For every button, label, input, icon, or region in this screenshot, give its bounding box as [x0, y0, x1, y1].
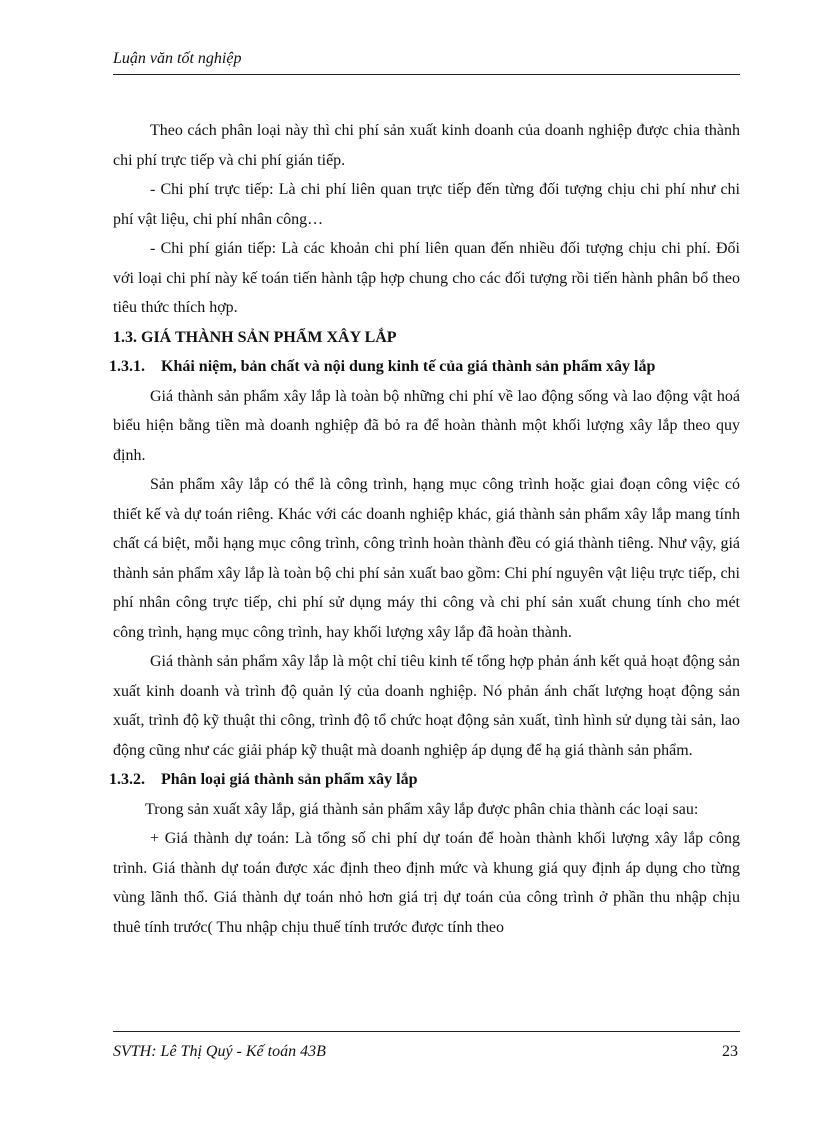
paragraph-direct-cost: - Chi phí trực tiếp: Là chi phí liên quan trực tiếp đến từng đối tượng chịu chi phí như chi phí vật liệu, chi phí nhân công… [113, 181, 740, 228]
footer-author: SVTH: Lê Thị Quý - Kế toán 43B [113, 1043, 326, 1060]
paragraph-estimated-cost: + Giá thành dự toán: Là tổng số chi phí dự toán để hoàn thành khối lượng xây lắp công trình. Giá thành dự toán được xác định theo định mức và khung giá quy định áp dụng cho từng vùng lãnh thổ. Giá thành dự toán nhỏ hơn giá trị dự toán của công trình ở phần thu nhập chịu thuê tính trước( Thu nhập chịu thuế tính trước được tính theo [113, 830, 740, 936]
paragraph-classification: Trong sản xuất xây lắp, giá thành sản phẩm xây lắp được phân chia thành các loại sau: [145, 800, 699, 818]
subsection-number: 1.3.2. [109, 771, 145, 788]
section-heading-1-3: 1.3. GIÁ THÀNH SẢN PHẨM XÂY LẮP [113, 328, 397, 346]
paragraph-indirect-cost: - Chi phí gián tiếp: Là các khoản chi phí liên quan đến nhiều đối tượng chịu chi phí. Đối với loại chi phí này kế toán tiến hành tập hợp chung cho các đối tượng rồi tiến hành phân bổ theo tiêu thức thích hợp. [113, 240, 740, 316]
running-header: Luận văn tốt nghiệp [113, 50, 242, 67]
subsection-heading-1-3-2 [109, 765, 740, 795]
paragraph-1: Theo cách phân loại này thì chi phí sản xuất kinh doanh của doanh nghiệp được chia thành chi phí trực tiếp và chi phí gián tiếp. [113, 122, 740, 169]
paragraph-product: Sản phẩm xây lắp có thể là công trình, hạng mục công trình hoặc giai đoạn công việc có thiết kế và dự toán riêng. Khác với các doanh nghiệp khác, giá thành sản phẩm xây lắp mang tính chất cá biệt, mỗi hạng mục công trình, công trình hoàn thành đều có giá thành tiêng. Như vậy, giá thành sản phẩm xây lắp là toàn bộ chi phí sản xuất bao gồm: Chi phí nguyên vật liệu trực tiếp, chi phí nhân công trực tiếp, chi phí sử dụng máy thi công và chi phí sản xuất chung tính cho mét công trình, hạng mục công trình, hay khối lượng xây lắp đã hoàn thành. [113, 476, 740, 641]
subsection-heading-1-3-1 [109, 352, 740, 382]
paragraph-definition: Giá thành sản phẩm xây lắp là toàn bộ những chi phí về lao động sống và lao động vật hoá biểu hiện bằng tiền mà doanh nghiệp đã bỏ ra để hoàn thành một khối lượng xây lắp theo quy định. [113, 387, 740, 464]
subsection-number: 1.3.1. [109, 358, 145, 375]
paragraph-indicator: Giá thành sản phẩm xây lắp là một chỉ tiêu kinh tế tổng hợp phản ánh kết quả hoạt động sản xuất kinh doanh và trình độ quản lý của doanh nghiệp. Nó phản ánh chất lượng hoạt động sản xuất, trình độ kỹ thuật thi công, trình độ tổ chức hoạt động sản xuất, tình hình sử dụng tài sản, lao động cũng như các giải pháp kỹ thuật mà doanh nghiệp áp dụng để hạ giá thành sản phẩm. [113, 653, 740, 759]
header-divider [113, 74, 740, 75]
page-number: 23 [722, 1043, 738, 1060]
page-body [109, 116, 740, 942]
subsection-title: Phân loại giá thành sản phẩm xây lắp [161, 771, 418, 788]
footer-divider [113, 1031, 740, 1032]
subsection-title: Khái niệm, bản chất và nội dung kinh tế của giá thành sản phẩm xây lắp [161, 358, 656, 375]
